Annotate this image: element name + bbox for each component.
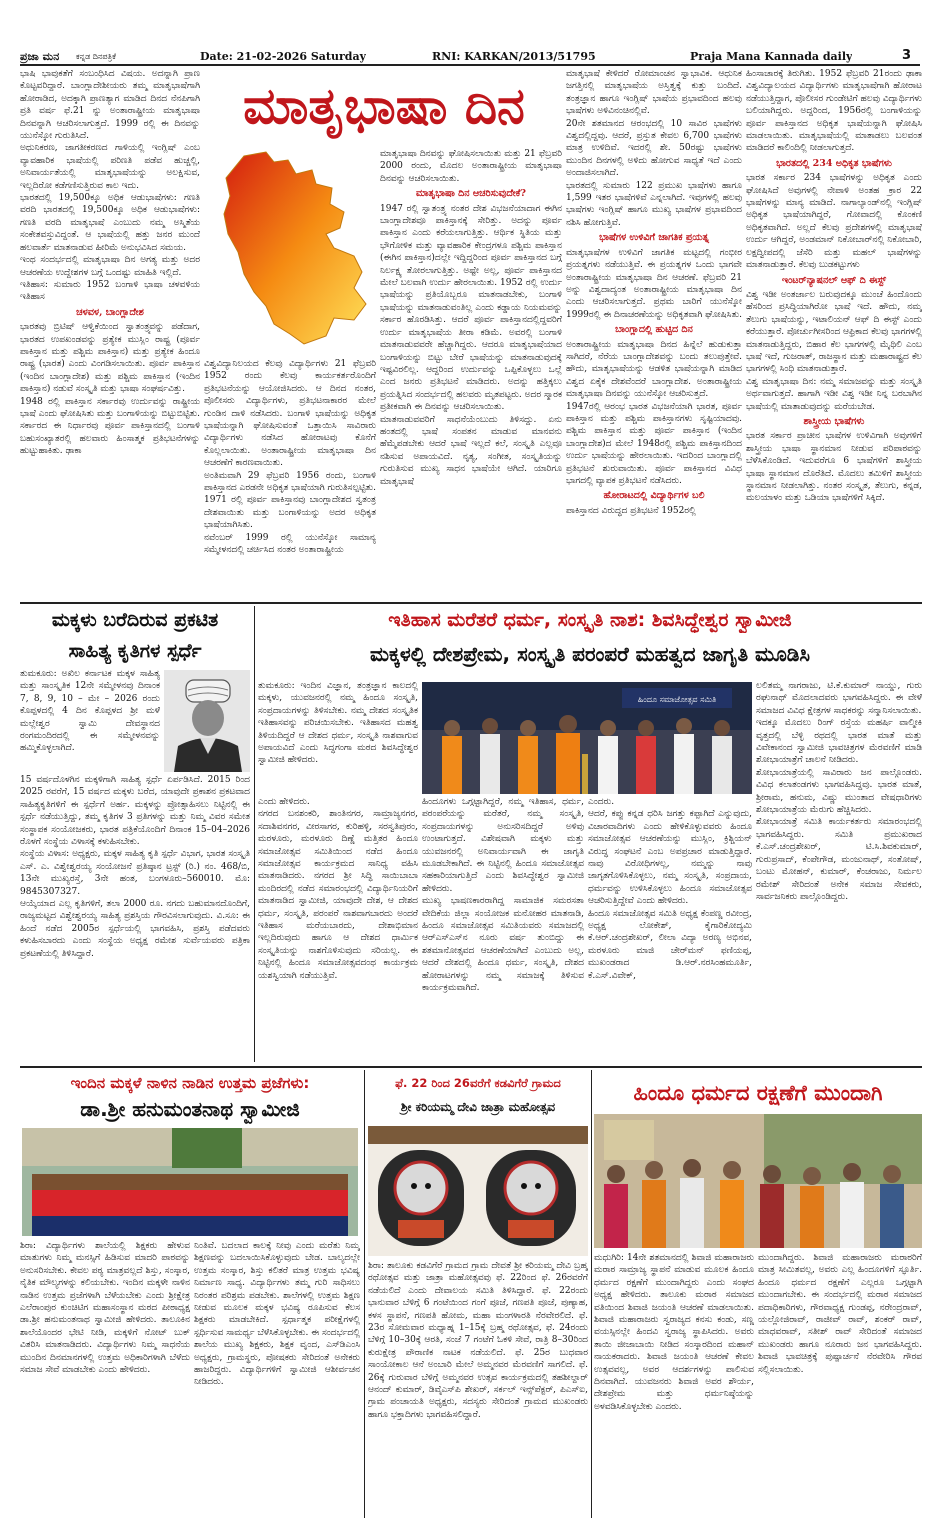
deity-canopy	[368, 1126, 588, 1144]
article3-col2-text: ಹಿಂದೂಗಳು ಒಗ್ಗಟ್ಟಾಗಿದ್ದರೆ, ನಮ್ಮ ಇತಿಹಾಸ, ಧರ್ಮ, ಪರಂಪರೆಯನ್ನು ಮರೆತರೆ, ನಮ್ಮ ಸಂಸ್ಕೃತಿ, ಸಂಪ್ರದಾಯಗಳನ್ನು ಅನುಸರಿಸದಿದ್ದರೆ ಅಳಿವು ಉಂಟಾಗುತ್ತದೆ. ವಿಶೇಷವಾಗಿ ಮಕ್ಕಳು ಮತ್ತು ಯುವಜನರಲ್ಲಿ ಅನಿವಾರ್ಯವಾಗಿ ಈ ಜಾಗೃತಿ ಮೂಡಬೇಕಾಗಿದೆ. ಈ ನಿಟ್ಟಿನಲ್ಲಿ ಹಿಂದೂ ಸಮಾಜೋತ್ಸವ ಸಹಕಾರಿಯಾಗುತ್ತಿದೆ ಎಂದು ಶಿವಸಿದ್ಧೇಶ್ವರ ಸ್ವಾಮೀಜಿ ಹೇಳಿದರು. ಮುಖ್ಯ ಭಾಷಣಕಾರರಾಗಿದ್ದ ಸಾಮಾಜಿಕ ಸಮರಸತಾ ವೇದಿಕೆಯ ಜಿಲ್ಲಾ ಸಂಯೋಜಕ ಮನೋಹರ ಮಾತನಾಡಿ, ಹಿಂದೂ ಸಮಾಜೋತ್ಸವ ಸಮಿತಿಯವರು ಸಮಾಜದಲ್ಲಿ ಆರ್‌ಎಸ್‌ಎಸ್‌ನ ನೂರು ವರ್ಷ ತುಂಬಿದ್ದು ಈ ಶತಮಾನೋತ್ಸವದ ಆಚರಣೆಯಾಗಿದೆ ಎಂಬುದು ಅಲ್ಲ, ಆದರೆ ದೇಶದಲ್ಲಿ ಹಿಂದೂ ಧರ್ಮ, ಸಂಸ್ಕೃತಿ, ದೇಶದ ಹೋರಾಟಗಳನ್ನು ನಮ್ಮ ಸಮಾಜಕ್ಕೆ ತಿಳಿಸುವ ಕಾರ್ಯಕ್ರಮವಾಗಿದೆ.	[422, 797, 584, 994]
article5-body	[368, 1260, 588, 1518]
article1-col4d-text: ಪಾಕಿಸ್ತಾನದ ವಿರುದ್ಧದ ಪ್ರತಿಭಟನೆ 1952ರಲ್ಲಿ	[566, 505, 696, 516]
article1-subhead-intl: ಇಂಟರ್‌ನ್ಯಾಷನಲ್ ಆಫ್ ದಿ ಈಸ್ಟ್	[781, 274, 887, 286]
article3-title-line2: ಮಕ್ಕಳಲ್ಲಿ ದೇಶಪ್ರೇಮ, ಸಂಸ್ಕೃತಿ ಪರಂಪರೆ ಮಹತ್ವದ ಜಾಗೃತಿ ಮೂಡಿಸಿ	[369, 642, 811, 666]
article3-col1	[258, 680, 418, 792]
paper-name: Praja Mana Kannada daily	[690, 50, 853, 63]
article2-title-line1: ಮಕ್ಕಳು ಬರೆದಿರುವ ಪ್ರಕಟಿತ	[51, 609, 219, 631]
shivaji-jayanti-photo	[594, 1114, 922, 1248]
article1-col3	[380, 148, 562, 598]
wall-hanging	[604, 1120, 654, 1160]
article3-col4	[756, 680, 922, 1062]
article3-col2	[422, 796, 584, 1062]
article1-col1b-text: ಭಾರತವು ಬ್ರಿಟಿಷ್ ಆಳ್ವಿಕೆಯಿಂದ ಸ್ವಾತಂತ್ರ್ಯವನ್ನು ಪಡೆದಾಗ, ಭಾರತದ ಉಪಖಂಡವನ್ನು ಪ್ರತ್ಯೇಕ ಮುಸ್ಲಿಂ ರಾಷ್ಟ್ರ (ಪೂರ್ವ ಪಾಕಿಸ್ತಾನ ಮತ್ತು ಪಶ್ಚಿಮ ಪಾಕಿಸ್ತಾನ) ಮತ್ತು ಪ್ರತ್ಯೇಕ ಹಿಂದೂ ರಾಷ್ಟ್ರ (ಭಾರತ) ಎಂದು ವಿಂಗಡಿಸಲಾಯಿತು. ಪೂರ್ವ ಪಾಕಿಸ್ತಾನ (ಇಂದಿನ ಬಾಂಗ್ಲಾದೇಶ) ಮತ್ತು ಪಶ್ಚಿಮ ಪಾಕಿಸ್ತಾನ (ಇಂದಿನ ಪಾಕಿಸ್ತಾನ) ನಡುವೆ ಸಂಸ್ಕೃತಿ ಮತ್ತು ಭಾಷಾ ಸಂಘರ್ಷವಿತ್ತು. 1948 ರಲ್ಲಿ ಪಾಕಿಸ್ತಾನ ಸರ್ಕಾರವು ಉರ್ದುವನ್ನು ರಾಷ್ಟ್ರೀಯ ಭಾಷೆ ಎಂದು ಘೋಷಿಸಿತು ಮತ್ತು ಬಂಗಾಳಿಯನ್ನು ಬಿಟ್ಟುಬಿಟ್ಟಿತು. ಸರ್ಕಾರದ ಈ ನಿರ್ಧಾರವು ಪೂರ್ವ ಪಾಕಿಸ್ತಾನದಲ್ಲಿ ಬಂಗಾಳಿ ಬಹುಸಂಖ್ಯಾತರಲ್ಲಿ ಹಲವಾರು ಹಿಂಸಾತ್ಮಕ ಪ್ರತಿಭಟನೆಗಳನ್ನು ಹುಟ್ಟುಹಾಕಿತು. ಢಾಕಾ	[20, 322, 200, 457]
article6-col2-text: ಮುಂದಾಗಿದ್ದರು. ಶಿವಾಜಿ ಮಹಾರಾಜರು ಮರಾಠರಿಗೆ ಮಾತ್ರ ಸೀಮಿತವಲ್ಲ, ಅವರು ಎಲ್ಲ ಹಿಂದೂಗಳಿಗೆ ಸ್ಫೂರ್ತಿ. ಹಿಂದೂ ಧರ್ಮದ ರಕ್ಷಣೆಗೆ ಎಲ್ಲರೂ ಒಗ್ಗಟ್ಟಾಗಿ ಮುಂದಾಗಬೇಕು. ಈ ಸಂದರ್ಭದಲ್ಲಿ ಮರಾಠ ಸಮಾಜದ ಪದಾಧಿಕಾರಿಗಳು, ಗೌರವಾಧ್ಯಕ್ಷ ಗುಂಡಪ್ಪ, ನರೇಂದ್ರರಾವ್, ಯಲ್ಲೋಜಿರಾವ್, ರಾಜೀವ್ ರಾವ್, ಶಂಕರ್ ರಾವ್, ಮಾಧವರಾವ್, ಸತೀಶ್ ರಾವ್ ಸೇರಿದಂತೆ ಸಮಾಜದ ಮುಖಂಡರು ಹಾಗೂ ನೂರಾರು ಜನ ಭಾಗವಹಿಸಿದ್ದರು. ಶಿವಾಜಿ ಭಾವಚಿತ್ರಕ್ಕೆ ಪುಷ್ಪಾರ್ಚನೆ ನೆರವೇರಿಸಿ ಗೌರವ ಸಲ್ಲಿಸಲಾಯಿತು.	[758, 1253, 922, 1375]
article1-title: ಮಾತೃಭಾಷಾ ದಿನ	[243, 77, 525, 135]
rni-number: RNI: KARKAN/2013/51795	[432, 50, 596, 63]
article6-col1-text: ಮಧುಗಿರಿ: 14ನೇ ಶತಮಾನದಲ್ಲಿ ಶಿವಾಜಿ ಮಹಾರಾಜರು ಮರಾಠ ಸಾಮ್ರಾಜ್ಯ ಸ್ಥಾಪನೆ ಮಾಡುವ ಮೂಲಕ ಹಿಂದೂ ಧರ್ಮದ ರಕ್ಷಣೆಗೆ ಮುಂದಾಗಿದ್ದರು ಎಂದು ಸಂಘದ ಅಧ್ಯಕ್ಷ ಹೇಳಿದರು. ತಾಲೂಕು ಮರಾಠ ಸಮಾಜದ ವತಿಯಿಂದ ಶಿವಾಜಿ ಜಯಂತಿ ಆಚರಣೆ ಮಾಡಲಾಯಿತು. ಶಿವಾಜಿ ಮಹಾರಾಜರು ಸ್ವರಾಜ್ಯದ ಕನಸು ಕಂಡು, ಸಣ್ಣ ವಯಸ್ಸಿನಲ್ಲೇ ಹಿಂದವಿ ಸ್ವರಾಜ್ಯ ಸ್ಥಾಪಿಸಿದರು. ಅವರು ತಾಯಿ ಜೀಜಾಬಾಯಿ ನೀಡಿದ ಸಂಸ್ಕಾರದಿಂದ ಮಹಾನ್ ನಾಯಕರಾದರು. ಶಿವಾಜಿ ಜಯಂತಿ ಆಚರಣೆ ಕೇವಲ ಉತ್ಸವವಲ್ಲ, ಅವರ ಆದರ್ಶಗಳನ್ನು ಪಾಲಿಸುವ ದಿನವಾಗಿದೆ. ಯುವಜನರು ಶಿವಾಜಿ ಅವರ ಶೌರ್ಯ, ದೇಶಪ್ರೇಮ ಮತ್ತು ಧರ್ಮನಿಷ್ಠೆಯನ್ನು ಅಳವಡಿಸಿಕೊಳ್ಳಬೇಕು ಎಂದರು.	[594, 1253, 754, 1412]
article1-col3b-text: 1947 ರಲ್ಲಿ ಸ್ವಾತಂತ್ರ್ಯ ನಂತರ ದೇಶ ವಿಭಜನೆಯಾದಾಗ ಈಗಿನ ಬಾಂಗ್ಲಾದೇಶವೂ ಪಾಕಿಸ್ತಾನಕ್ಕೆ ಸೇರಿತ್ತು. ಅದನ್ನು ಪೂರ್ವ ಪಾಕಿಸ್ತಾನ ಎಂದು ಕರೆಯಲಾಗುತ್ತಿತ್ತು. ಆರ್ಥಿಕ ಸ್ಥಿತಿಯ ಮತ್ತು ಭೌಗೋಳಿಕ ಮತ್ತು ವ್ಯಾವಹಾರಿಕ ಕೇಂದ್ರಗಳೂ ಪಶ್ಚಿಮ ಪಾಕಿಸ್ತಾನ (ಈಗಿನ ಪಾಕಿಸ್ತಾನ)ದಲ್ಲೇ ಇದ್ದಿದ್ದರಿಂದ ಪೂರ್ವ ಪಾಕಿಸ್ತಾನದ ಬಗ್ಗೆ ನಿರ್ಲಕ್ಷ್ಯ ತೋರಲಾಗುತ್ತಿತ್ತು. ಅಷ್ಟೇ ಅಲ್ಲ, ಪೂರ್ವ ಪಾಕಿಸ್ತಾನದ ಮೇಲೆ ಬಲವಾಗಿ ಉರ್ದು ಹೇರಲಾಯಿತು. 1952 ರಲ್ಲಿ ಉರ್ದು ಭಾಷೆಯನ್ನು ಪ್ರತಿಯೊಬ್ಬರೂ ಮಾತನಾಡಬೇಕು, ಬಂಗಾಳಿ ಭಾಷೆಯನ್ನು ಮಾತನಾಡುವಂತಿಲ್ಲ ಎಂದು ಕಡ್ಡಾಯ ನಿಯಮವನ್ನು ಸರ್ಕಾರ ಹೊರಡಿಸಿತ್ತು. ಆದರೆ ಪೂರ್ವ ಪಾಕಿಸ್ತಾನದಲ್ಲಿದ್ದವರಿಗೆ ಉರ್ದು ಮಾತೃಭಾಷೆಯ ತೀರಾ ಕಡಿಮೆ. ಅವರಲ್ಲಿ ಬಂಗಾಳಿ ಮಾತನಾಡುವವರೇ ಹೆಚ್ಚಾಗಿದ್ದರು. ಆದರೂ ಮಾತೃಭಾಷೆಯಾದ ಬಂಗಾಳಿಯನ್ನು ಬಿಟ್ಟು ಬೇರೆ ಭಾಷೆಯನ್ನು ಮಾತನಾಡುವುದಕ್ಕೆ ಇಷ್ಟವಿರಲಿಲ್ಲ. ಆದ್ದರಿಂದ ಉರ್ದುವನ್ನು ಒಪ್ಪಿಕೊಳ್ಳಲು ಒಲ್ಲೆ ಎಂದ ಜನರು ಪ್ರತಿಭಟನೆ ಮಾಡಿದರು. ಅದನ್ನು ಹತ್ತಿಕ್ಕಲು ಪ್ರಯತ್ನಿಸಿದ ಸಂದರ್ಭದಲ್ಲಿ ಹಲವರು ಮೃತಪಟ್ಟರು. ಅದರ ಸ್ಮಾರಕ ಪ್ರತೀಕವಾಗಿ ಈ ದಿನವನ್ನು ಆಚರಿಸಲಾಯಿತು. ಮಾತನಾಡುವವರಿಗೆ ಸಾಧನೆಯೆಂಬುದು ತಿಳಿಸದ್ದು. ಏನು ಹಂತದಲ್ಲಿ ಭಾಷೆ ಸಂಪತನ ಮಾಡುವ ಮಾನವನು ಹೆಮ್ಮೆಪಡಬೇಕು ಆದರೆ ಭಾಷೆ ಇಲ್ಲದೆ ಕಲೆ, ಸಂಸ್ಕೃತಿ ಎಲ್ಲವೂ ನಶಿಸುವ ಅಪಾಯವಿದೆ. ನೃತ್ಯ, ಸಂಗೀತ, ಸಂಸ್ಕೃತಿಯನ್ನು ಗುರುತಿಸುವ ಮುಖ್ಯ ಸಾಧನ ಭಾಷೆಯೇ ಆಗಿದೆ. ಯಾರಿಗೂ ಮಾತೃಭಾಷೆ	[380, 203, 562, 487]
deity-photo	[368, 1126, 588, 1256]
article1-map-caption	[204, 358, 376, 598]
article3-col4-text: ಲಲಿತಮ್ಮ ನಾಗರಾಜು, ಟಿ.ಕೆ.ಕುಮಾರ್ ನಾಯ್ಡು, ಗುರು ರಘುನಾಥ್ ಮೊದಲಾದವರು ಭಾಗವಹಿಸಿದ್ದರು. ಈ ವೇಳೆ ಸಮಾಜದ ವಿವಿಧ ಕ್ಷೇತ್ರಗಳ ಸಾಧಕರನ್ನು ಸನ್ಮಾನಿಸಲಾಯಿತು. ಇದಕ್ಕೂ ಮೊದಲು ರಿಂಗ್ ರಸ್ತೆಯ ಮಹರ್ಷಿ ವಾಲ್ಮೀಕಿ ವೃತ್ತದಲ್ಲಿ ಬೆಳ್ಳಿ ರಥದಲ್ಲಿ ಭಾರತ ಮಾತೆ ಮತ್ತು ವಿವೇಕಾನಂದ ಸ್ವಾಮೀಜಿ ಭಾವಚಿತ್ರಗಳ ಮೆರವಣಿಗೆ ಮಾಡಿ ಶೋಭಾಯಾತ್ರೆಗೆ ಚಾಲನೆ ನೀಡಿದರು. ಶೋಭಾಯಾತ್ರೆಯಲ್ಲಿ ಸಾವಿರಾರು ಜನ ಪಾಲ್ಗೊಂಡರು. ವಿವಿಧ ಕಲಾತಂಡಗಳು ಭಾಗವಹಿಸಿದ್ದವು. ಭಾರತ ಮಾತೆ, ಶ್ರೀರಾಮ, ಹನುಮ, ವಿಷ್ಣು ಮುಂತಾದ ವೇಷಧಾರಿಗಳು ಶೋಭಾಯಾತ್ರೆಯ ಮೆರುಗು ಹೆಚ್ಚಿಸಿದರು. ಶೋಭಾಯಾತ್ರೆ ಸಮಿತಿ ಕಾರ್ಯಕರ್ತರು ಸಮಾರಂಭದಲ್ಲಿ ಭಾಗವಹಿಸಿದ್ದರು. ಸಮಿತಿ ಪ್ರಮುಖರಾದ ಕೆ.ಎಸ್.ಚಂದ್ರಶೇಖರ್, ಟಿ.ಸಿ.ಶಿವಕುಮಾರ್, ಗುರುಪ್ರಸಾದ್, ಕೆಂಪೇಗೌಡ, ಮಂಜುನಾಥ್, ಸಂತೋಷ್, ಬಂಟು ಮೋಹನ್, ಕುಮಾರ್, ಕೆಂಚರಾಜು, ನಿರ್ಮಲ ರಮೇಶ್ ಸೇರಿದಂತೆ ಅನೇಕ ಸಮಾಜ ಸೇವಕರು, ಸಾರ್ವಜನಿಕರು ಪಾಲ್ಗೊಂಡಿದ್ದರು.	[756, 681, 922, 902]
vertical-divider-a5	[591, 1070, 592, 1518]
students-group	[32, 1174, 348, 1236]
article1-col3-text: ಮಾತೃಭಾಷಾ ದಿನವನ್ನು ಘೋಷಿಸಲಾಯಿತು ಮತ್ತು 21 ಫೆಬ್ರವರಿ 2000 ರಂದು, ಮೊದಲ ಅಂತಾರಾಷ್ಟ್ರೀಯ ಮಾತೃಭಾಷಾ ದಿನವನ್ನು ಆಚರಿಸಲಾಯಿತು.	[380, 149, 562, 184]
article1-subhead-chalavali: ಚಳವಳ, ಬಾಂಗ್ಲಾದೇಶ	[76, 306, 144, 318]
article1-subhead-save: ಭಾಷೆಗಳ ಉಳಿವಿಗೆ ಜಾಗತಿಕ ಪ್ರಯತ್ನ	[599, 232, 709, 244]
article3-title-line1: ಇತಿಹಾಸ ಮರೆತರೆ ಧರ್ಮ, ಸಂಸ್ಕೃತಿ ನಾಶ: ಶಿವಸಿದ್ಧೇಶ್ವರ ಸ್ವಾಮೀಜಿ	[388, 609, 792, 631]
deity-left	[378, 1150, 464, 1246]
vertical-divider-a2	[254, 606, 255, 1062]
portrait-turban	[186, 680, 230, 702]
article4-col2	[194, 1240, 360, 1518]
portrait-face	[192, 700, 224, 736]
article1-subhead-why: ಮಾತೃಭಾಷಾ ದಿನ ಆಚರಿಸುವುದೇಕೆ?	[416, 188, 526, 200]
logo: ಪ್ರಜಾ ಮನ	[20, 50, 60, 63]
article1-col4	[566, 68, 742, 598]
article1-col4b-text: ಮಾತೃಭಾಷೆಗಳ ಉಳಿವಿಗೆ ಜಾಗತಿಕ ಮಟ್ಟದಲ್ಲಿ ಗಂಭೀರ ಪ್ರಯತ್ನಗಳು ನಡೆಯುತ್ತಿವೆ. ಈ ಪ್ರಯತ್ನಗಳ ಒಂದು ಭಾಗವೇ ಅಂತಾರಾಷ್ಟ್ರೀಯ ಮಾತೃಭಾಷಾ ದಿನ ಆಚರಣೆ. ಫೆಬ್ರವರಿ 21 ಅನ್ನು ವಿಶ್ವದಾದ್ಯಂತ ಅಂತಾರಾಷ್ಟ್ರೀಯ ಮಾತೃಭಾಷಾ ದಿನ ಎಂದು ಆಚರಿಸಲಾಗುತ್ತದೆ. ಪ್ರಥಮ ಬಾರಿಗೆ ಯುನೆಸ್ಕೋ 1999ರಲ್ಲಿ ಈ ದಿನಾಚರಣೆಯನ್ನು ಅಧಿಕೃತವಾಗಿ ಘೋಷಿಸಿತು.	[566, 247, 742, 320]
issue-date: Date: 21-02-2026 Saturday	[200, 50, 366, 63]
tagline: ಕನ್ನಡ ದಿನಪತ್ರಿಕೆ	[76, 52, 117, 61]
article3-col1-text: ತುಮಕೂರು: ಇಂದಿನ ವಿಜ್ಞಾನ, ತಂತ್ರಜ್ಞಾನ ಕಾಲದಲ್ಲಿ ಮಕ್ಕಳು, ಯುವಜನರಲ್ಲಿ ನಮ್ಮ ಹಿಂದೂ ಸಂಸ್ಕೃತಿ, ಸಂಪ್ರದಾಯಗಳನ್ನು ತಿಳಿಸಬೇಕು. ನಮ್ಮ ದೇಶದ ಸಂಸ್ಕೃತಿಕ ಇತಿಹಾಸವನ್ನು ಪರಿಚಯಿಸಬೇಕು. ಇತಿಹಾಸದ ಮಹತ್ವ ತಿಳಿಯದಿದ್ದರೆ ಆ ದೇಶದ ಧರ್ಮ, ಸಂಸ್ಕೃತಿ ನಾಶವಾಗುವ ಅಪಾಯವಿದೆ ಎಂದು ಸಿದ್ಧಗಂಗಾ ಮಠದ ಶಿವಸಿದ್ಧೇಶ್ವರ ಸ್ವಾಮೀಜಿ ಹೇಳಿದರು.	[258, 681, 418, 766]
article4-col2-text: ನಿಂತಿವೆ. ಬದಲಾದ ಕಾಲಕ್ಕೆ ನೀವು ಎಂದು ಮರೆತು ನಿಮ್ಮ ಶಿಕ್ಷಣವನ್ನು ಬದಲಾಯಿಸಿಕೊಳ್ಳುವುದು ಬೇಡ. ಬಾಲ್ಯದಲ್ಲೇ ಉತ್ತಮ ಸಂಸ್ಕಾರ, ಶಿಸ್ತು ಕಲಿತರೆ ಮಾತ್ರ ಉತ್ತಮ ಭವಿಷ್ಯ ನಿರ್ಮಾಣ ಸಾಧ್ಯ. ವಿದ್ಯಾರ್ಥಿಗಳು ತಮ್ಮ ಗುರಿ ಸಾಧಿಸಲು ನಿರಂತರ ಪರಿಶ್ರಮ ಪಡಬೇಕು. ಶಾಲೆಗಳಲ್ಲಿ ಉತ್ತಮ ಶಿಕ್ಷಣ ನೀಡುವ ಮೂಲಕ ಮಕ್ಕಳ ಭವಿಷ್ಯ ರೂಪಿಸುವ ಕೆಲಸ ಶಿಕ್ಷಕರು ಮಾಡಬೇಕಿದೆ. ಸ್ಪರ್ಧಾತ್ಮಕ ಪರೀಕ್ಷೆಗಳಲ್ಲಿ ಸ್ಪರ್ಧಿಸುವ ಸಾಮರ್ಥ್ಯ ಬೆಳೆಸಿಕೊಳ್ಳಬೇಕು. ಈ ಸಂದರ್ಭದಲ್ಲಿ ಶಾಲೆಯ ಮುಖ್ಯ ಶಿಕ್ಷಕರು, ಶಿಕ್ಷಕ ವೃಂದ, ಎಸ್‌ಡಿಎಂಸಿ ಅಧ್ಯಕ್ಷರು, ಗ್ರಾಮಸ್ಥರು, ಪೋಷಕರು ಸೇರಿದಂತೆ ಅನೇಕರು ಹಾಜರಿದ್ದರು. ವಿದ್ಯಾರ್ಥಿಗಳಿಗೆ ಸ್ವಾಮೀಜಿ ಆಶೀರ್ವಚನ ನೀಡಿದರು.	[194, 1241, 360, 1388]
article1-subhead-234: ಭಾರತದಲ್ಲಿ 234 ಅಧಿಕೃತ ಭಾಷೆಗಳು	[776, 157, 892, 169]
article1-col4c-text: ಅಂತಾರಾಷ್ಟ್ರೀಯ ಮಾತೃಭಾಷಾ ದಿನದ ಹಿನ್ನೆಲೆ ಹುಡುಕುತ್ತಾ ಸಾಗಿದರೆ, ನೆರೆಯ ಬಾಂಗ್ಲಾದೇಶವನ್ನು ಬಂದು ತಲುಪುತ್ತೇವೆ. ಹೌದು, ಮಾತೃಭಾಷೆಯನ್ನು ಆಡಳಿತ ಭಾಷೆಯನ್ನಾಗಿ ಮಾಡಿದ ವಿಶ್ವದ ಏಕೈಕ ದೇಶವೆಂದರೆ ಬಾಂಗ್ಲಾದೇಶ. ಅಂತಾರಾಷ್ಟ್ರೀಯ ಮಾತೃಭಾಷಾ ದಿನವನ್ನು ಯುನೆಸ್ಕೋ ಆಚರಿಸುತ್ತದೆ. 1947ರಲ್ಲಿ ಆರಂಭ ಭಾರತ ವಿಭಜನೆಯಾಗಿ ಭಾರತ, ಪೂರ್ವ ಪಾಕಿಸ್ತಾನ ಮತ್ತು ಪಶ್ಚಿಮ ಪಾಕಿಸ್ತಾನಗಳು ಸೃಷ್ಟಿಯಾದವು. ಪಶ್ಚಿಮ ಪಾಕಿಸ್ತಾನ ಮತ್ತು ಪೂರ್ವ ಪಾಕಿಸ್ತಾನ (ಇಂದಿನ ಬಾಂಗ್ಲಾದೇಶ)ದ ಮೇಲೆ 1948ರಲ್ಲಿ ಪಶ್ಚಿಮ ಪಾಕಿಸ್ತಾನದಿಂದ ಉರ್ದು ಭಾಷೆಯನ್ನು ಹೇರಲಾಯಿತು. ಇದರಿಂದ ಬಾಂಗ್ಲಾದಲ್ಲಿ ಪ್ರತಿಭಟನೆ ಶುರುವಾಯಿತು. ಪೂರ್ವ ಪಾಕಿಸ್ತಾನದ ವಿವಿಧ ಭಾಗದಲ್ಲಿ ವ್ಯಾಪಕ ಪ್ರತಿಭಟನೆ ನಡೆಸಿದರು.	[566, 339, 742, 486]
article1-subhead-bangla: ಬಾಂಗ್ಲಾದಲ್ಲಿ ಹುಟ್ಟಿದ ದಿನ	[615, 324, 693, 336]
article1-col1-text: ಭಾಷಿ ಭಾವುಕತೆಗೆ ಸಂಬಂಧಿಸಿದ ವಿಷಯ. ಅದನ್ನಾಗಿ ಪ್ರಾಣ ಕೊಟ್ಟವರಿದ್ದಾರೆ. ಬಾಂಗ್ಲಾದೇಶೀಯರು ತಮ್ಮ ಮಾತೃಭಾಷೆಗಾಗಿ ಹೋರಾಡಿದ, ಅದಕ್ಕಾಗಿ ಪ್ರಾಣತ್ಯಾಗ ಮಾಡಿದ ದಿನದ ನೆನಪಿಗಾಗಿ ಪ್ರತಿ ವರ್ಷ ಫೆ.21 ನ್ನು ಅಂತಾರಾಷ್ಟ್ರೀಯ ಮಾತೃಭಾಷಾ ದಿನವನ್ನಾಗಿ ಆಚರಿಸಲಾಗುತ್ತದೆ. 1999 ರಲ್ಲಿ ಈ ದಿನವನ್ನು ಯುನೆಸ್ಕೋ ಗುರುತಿಸಿದೆ. ಅಧುನಿಕರಣ, ಜಾಗತೀಕರಣದ ಗಾಳಿಯಲ್ಲಿ ಇಂಗ್ಲಿಷ್ ಎಂಬ ವ್ಯಾವಹಾರಿಕ ಭಾಷೆಯಲ್ಲಿ ಪರಿಣತಿ ಪಡೆವ ಹುಚ್ಚಲ್ಲಿ, ಅನಿವಾರ್ಯತೆಯಲ್ಲಿ ಮಾತೃಭಾಷೆಯನ್ನು ಅಲಕ್ಷಿಸುವ, ಇಲ್ಲದಿರೋ ಕಡೆಗಣಿಸುತ್ತಿರುವ ಕಾಲ ಇದು. ಭಾರತದಲ್ಲಿ 19,500ಕ್ಕೂ ಅಧಿಕ ಆಡುಭಾಷೆಗಳು: ಗಣತಿ ವರದಿ ಭಾರತದಲ್ಲಿ 19,500ಕ್ಕೂ ಅಧಿಕ ಆಡುಭಾಷೆಗಳು: ಗಣತಿ ವರದಿ ಮಾತೃಭಾಷೆ ಎಂಬುದು ನಮ್ಮ ಅಸ್ಮಿತೆಯ ಸಂಕೇತವಸ್ತುವಿದ್ದಂತೆ. ಆ ಭಾಷೆಯಲ್ಲಿ ಹತ್ತು ಜನರ ಮುಂದೆ ಹಲವಾರ್ತೆ ಮಾತನಾಡುವ ಹೀರಿಮೆ ಅನುಭವಿಸಿದ ಸಮಯ. ಇಂಥ ಸಂದರ್ಭದಲ್ಲಿ ಮಾತೃಭಾಷಾ ದಿನ ಅಗತ್ಯ ಮತ್ತು ಅದರ ಆಚರಣೆಯ ಉದ್ದೇಶಗಳ ಬಗ್ಗೆ ಒಂದಷ್ಟು ಮಾಹಿತಿ ಇಲ್ಲಿದೆ. ಇತಿಹಾಸ: ಸುಮಾರು 1952 ಬಂಗಾಳಿ ಭಾಷಾ ಚಳವಳಿಯ ಇತಿಹಾಸ	[20, 69, 200, 303]
students-photo	[22, 1128, 358, 1236]
event-photo	[422, 682, 752, 794]
article2-side-text-p: ತುಮಕೂರು: ಅಖಿಲ ಕರ್ನಾಟಕ ಮಕ್ಕಳ ಸಾಹಿತ್ಯ ಮತ್ತು ಸಾಂಸ್ಕೃತಿಕ 12ನೇ ಸಮ್ಮೇಳನವು ದಿನಾಂಕ 7, 8, 9, 10 – ಮೇ – 2026 ರಂದು ಕೊಪ್ಪಳದಲ್ಲಿ 4 ದಿನ ಕೊಪ್ಪಳದ ಶ್ರೀ ಮಳೆ ಮಲ್ಲೇಶ್ವರ ಸ್ವಾಮಿ ದೇವಸ್ಥಾನದ ರಂಗಮಂದಿರದಲ್ಲಿ ಈ ಸಮ್ಮೇಳನವನ್ನು ಹಮ್ಮಿಕೊಳ್ಳಲಾಗಿದೆ.	[20, 669, 160, 754]
article1-col5c-text: ವಿಶ್ವ ಇಡೀ ಅಂತರ್ಜಾಲ ಬರುವುದಕ್ಕೂ ಮುಂಚೆ ಹಿಂದೊಂದು ಹೆಸರಿಂದ ಪ್ರಸಿದ್ಧಿಯಾಗಿರೋ ಭಾಷೆ ಇದೆ. ಹೌದು, ನಮ್ಮ ತೆಲುಗು ಭಾಷೆಯನ್ನು, ಇಟಾಲಿಯನ್ ಆಫ್ ದಿ ಈಸ್ಟ್ ಎಂದು ಕರೆಯುತ್ತಾರೆ. ಪೋರ್ಚುಗೀಸರಿಂದ ಆಫ್ರಿಕಾದ ಕೆಲವು ಭಾಗಗಳಲ್ಲಿ ಮಾತನಾಡುತ್ತಿದ್ದರು, ಬಿಹಾರ ಕೆಲ ಭಾಗಗಳಲ್ಲಿ ಮೈಥಿಲಿ ಎಂಬ ಭಾಷೆ ಇದೆ, ಗುಜರಾತ್, ರಾಜಸ್ಥಾನ ಮತ್ತು ಮಹಾರಾಷ್ಟ್ರದ ಕೆಲ ಭಾಗಗಳಲ್ಲಿ ಸಿಂಧಿ ಮಾತನಾಡುತ್ತಾರೆ. ವಿಶ್ವ ಮಾತೃಭಾಷಾ ದಿನ: ನಮ್ಮ ಸಮಾಜವನ್ನು ಮತ್ತು ಸಂಸ್ಕೃತಿ ಅರ್ಥವಾಗುತ್ತದೆ. ಹಾಗಾಗಿ ಇಡೀ ವಿಶ್ವ ಇಡೀ ನಿನ್ನ ಬರಬಾಗಿನ ಭಾಷೆಯಲ್ಲಿ ಮಾತಾಡುವುದನ್ನು ಮರೆಯಬೇಡ.	[746, 289, 922, 412]
article3-col1b-text: ನಗರದ ಬನಶಂಕರಿ, ಶಾಂತಿನಗರ, ಸಾಮ್ರಾಜ್ಯನಗರ, ಸದಾಶಿವನಗರ, ವೀರಸಾಗರ, ಕುರಿಹಳ್ಳಿ, ಸರಸ್ವತಿಪುರಂ, ಮರಳೂರು, ಮರಳೂರು ದಿಣ್ಣೆ ಮತ್ತಿತರ ಹಿಂದೂ ಸಮಾಜೋತ್ಸವ ಸಮಿತಿಯಿಂದ ನಡೆದ ಹಿಂದೂ ಸಮಾಜೋತ್ಸವ ಕಾರ್ಯಕ್ರಮದ ಸಾನಿಧ್ಯ ವಹಿಸಿ ಮಾತನಾಡಿದರು. ನಗರದ ಶ್ರೀ ಸಿದ್ಧಿ ಸಾಯಿಬಾಬಾ ಮಂದಿರದಲ್ಲಿ ನಡೆದ ಸಮಾರಂಭದಲ್ಲಿ ವಿದ್ಯಾರ್ಥಿನಿಯರಿಗೆ ಮಾತನಾಡಿದ ಸ್ವಾಮೀಜಿ, ಯಾವುದೇ ದೇಶ, ಆ ದೇಶದ ಧರ್ಮ, ಸಂಸ್ಕೃತಿ, ಪರಂಪರೆ ನಾಶವಾಗಬಾರದು ಅಂದರೆ ಇತಿಹಾಸ ಮರೆಯಬಾರದು, ದೇಶಾಭಿಮಾನ ಇಲ್ಲದಿರುವುದು ಹಾಗೂ ಆ ದೇಶದ ಧಾರ್ಮಿಕ ಸಂಸ್ಕೃತಿಯನ್ನು ನಾಶಗೊಳಿಸುವುದು ಸರಿಯಲ್ಲ. ಈ ನಿಟ್ಟಿನಲ್ಲಿ ಹಿಂದೂ ಸಮಾಜೋತ್ಸವದಂಥ ಕಾರ್ಯಕ್ರಮ ಯಶಸ್ವಿಯಾಗಿ ನಡೆಯುತ್ತಿವೆ.	[258, 809, 418, 981]
article5-title-line2: ಶ್ರೀ ಕರಿಯಮ್ಮ ದೇವಿ ಜಾತ್ರಾ ಮಹೋತ್ಸವ	[400, 1100, 556, 1114]
article1-col5d-text: ಭಾರತ ಸರ್ಕಾರ ಪ್ರಾಚೀನ ಭಾಷೆಗಳ ಉಳಿವಿಗಾಗಿ ಅವುಗಳಿಗೆ ಶಾಸ್ತ್ರೀಯ ಭಾಷಾ ಸ್ಥಾನಮಾನ ನೀಡುವ ಪರಿಪಾಠವನ್ನು ಬೆಳೆಸಿಕೊಂಡಿದೆ. ಇದುವರೆಗೂ 6 ಭಾಷೆಗಳಿಗೆ ಶಾಸ್ತ್ರೀಯ ಭಾಷಾ ಸ್ಥಾನಮಾನ ದೊರೆತಿದೆ. ಮೊದಲು ತಮಿಳಿಗೆ ಶಾಸ್ತ್ರೀಯ ಸ್ಥಾನಮಾನ ನೀಡಲಾಗಿತ್ತು. ನಂತರ ಸಂಸ್ಕೃತ, ತೆಲುಗು, ಕನ್ನಡ, ಮಲಯಾಳಂ ಮತ್ತು ಒಡಿಯಾ ಭಾಷೆಗಳಿಗೆ ಸಿಕ್ಕಿದೆ.	[746, 431, 922, 504]
event-lamp	[582, 754, 588, 794]
article4-col1-text: ಶಿರಾ: ವಿದ್ಯಾರ್ಥಿಗಳು ಶಾಲೆಯಲ್ಲಿ ಶಿಕ್ಷಕರು ಹೇಳುವ ಮಾತುಗಳು ನಿಮ್ಮ ಮನಸ್ಸಿಗೆ ಹಿಡಿಸುವ ಮಾದರಿ ಪಾಠವನ್ನು ಅನುಸರಿಸಬೇಕು. ಕೇವಲ ಪಠ್ಯ ಮಾತ್ರವಲ್ಲದೆ ಶಿಸ್ತು, ಸಂಸ್ಕಾರ, ನೈತಿಕ ಮೌಲ್ಯಗಳನ್ನು ಕಲಿಯಬೇಕು. ಇಂದಿನ ಮಕ್ಕಳೇ ನಾಳಿನ ನಾಡಿನ ಉತ್ತಮ ಪ್ರಜೆಗಳಾಗಿ ಬೆಳೆಯಬೇಕು ಎಂದು ಶ್ರೀಕ್ಷೇತ್ರ ಎಲೆರಾಂಪುರ ಕುಂಚಿಟಿಗ ಮಹಾಸಂಸ್ಥಾನ ಮಠದ ಪೀಠಾಧ್ಯಕ್ಷ ಡಾ.ಶ್ರೀ ಹನುಮಂತನಾಥ ಸ್ವಾಮೀಜಿ ಹೇಳಿದರು. ತಾಲೂಕಿನ ಶಾಲೆಯೊಂದರ ಭೇಟಿ ನೀಡಿ, ಮಕ್ಕಳಿಗೆ ನೋಟ್ ಬುಕ್ ವಿತರಿಸಿ ಮಾತನಾಡಿದರು. ವಿದ್ಯಾರ್ಥಿಗಳು ನಿಮ್ಮ ಸಾಧನೆಯ ಮುಂದಿನ ದಿನಮಾನಗಳಲ್ಲಿ ಉತ್ತಮ ಅಧಿಕಾರಿಗಳಾಗಿ ಬೆಳೆದು ಸಮಾಜ ಸೇವೆ ಮಾಡಬೇಕು ಎಂದು ಹೇಳಿದರು.	[20, 1241, 190, 1376]
article4-title-line2: ಡಾ.ಶ್ರೀ ಹನುಮಂತನಾಥ ಸ್ವಾಮೀಜಿ	[80, 1097, 300, 1121]
article3-col1-continued: ಎಂದು ಹೇಳಿದರು.	[258, 797, 310, 807]
masthead	[0, 0, 945, 66]
section-divider-2	[20, 1066, 922, 1068]
article2-body-text: 15 ವರ್ಷದೊಳಗಿನ ಮಕ್ಕಳಿಗಾಗಿ ಸಾಹಿತ್ಯ ಸ್ಪರ್ಧೆ ಏರ್ಪಡಿಸಿದೆ. 2015 ರಿಂದ 2025 ರವರೆಗೆ, 15 ವರ್ಷದ ಮಕ್ಕಳು ಬರೆದ, ಯಾವುದೇ ಪ್ರಕಾಶನ ಪ್ರಕಟವಾದ ಸಾಹಿತ್ಯಕೃತಿಗಳಿಗೆ ಈ ಸ್ಪರ್ಧೆಗೆ ಅರ್ಹ. ಮಕ್ಕಳನ್ನು ಪ್ರೋತ್ಸಾಹಿಸಲು ನಿಟ್ಟಿನಲ್ಲಿ ಈ ಸ್ಪರ್ಧೆ ನಡೆಯುತ್ತಿದ್ದು, ತಮ್ಮ ಕೃತಿಗಳ 3 ಪ್ರತಿಗಳನ್ನು ಮತ್ತು ನಿಮ್ಮ ವಿವರ ಸಮೇತ ಸಂಸ್ಥಾಪಕ ಸಂಯೋಜಕರು, ಭಾರತ ಪತ್ರಿಕೆಯೊಂದಿಗೆ ದಿನಾಂಕ 15–04–2026 ರೊಳಗೆ ಸಂಸ್ಥೆಯ ವಿಳಾಸಕ್ಕೆ ಕಳುಹಿಸಬೇಕು. ಸಂಸ್ಥೆಯ ವಿಳಾಸ: ಅಧ್ಯಕ್ಷರು, ಮಕ್ಕಳ ಸಾಹಿತ್ಯ ಕೃತಿ ಸ್ಪರ್ಧೆ ವಿಭಾಗ, ಭಾರತ ಸಂಸ್ಕೃತಿ ಎಸ್. ಎ. ವಿಶ್ವೇಶ್ವರಯ್ಯ ಸಂಯೋಜನೆ ಪ್ರತಿಷ್ಠಾನ ಟ್ರಸ್ಟ್ (ರಿ.) ನಂ. 468/ಬಿ, 13ನೇ ಮುಖ್ಯರಸ್ತೆ, 3ನೇ ಹಂತ, ಬಂಗಳೂರು–560010. ಮೊ: 9845307327. ಆಯ್ಕೆಯಾದ ಎಲ್ಲ ಕೃತಿಗಳಿಗೆ, ತಲಾ 2000 ರೂ. ನಗದು ಬಹುಮಾನದೊಂದಿಗೆ, ರಾಜ್ಯಮಟ್ಟದ ವಿಶ್ವೇಶ್ವರಯ್ಯ ಸಾಹಿತ್ಯ ಪ್ರಶಸ್ತಿಯ ಗೌರವಿಸಲಾಗುವುದು. ವಿ.ಸೂ: ಈ ಹಿಂದೆ ನಡೆದ 2005ರ ಸ್ಪರ್ಧೆಯಲ್ಲಿ ಭಾಗವಹಿಸಿ, ಪ್ರಶಸ್ತಿ ಪಡೆದವರು ಕಳುಹಿಸಬಾರದು ಎಂದು ಸಂಸ್ಥೆಯ ಅಧ್ಯಕ್ಷ ರಮೇಶ ಸುರ್ವೆಯವರು ಪತ್ರಿಕಾ ಪ್ರಕಟಣೆಯಲ್ಲಿ ತಿಳಿಸಿದ್ದಾರೆ.	[20, 775, 250, 959]
article1-col1	[20, 68, 200, 598]
section-divider-1	[20, 602, 922, 604]
visvesvaraya-portrait	[164, 670, 250, 772]
karnataka-map	[204, 148, 376, 356]
article5-body-text: ಶಿರಾ: ತಾಲೂಕು ಕಡವಿಗೆರೆ ಗ್ರಾಮದ ಗ್ರಾಮ ದೇವತೆ ಶ್ರೀ ಕರಿಯಮ್ಮ ದೇವಿ ಬ್ರಹ್ಮ ರಥೋತ್ಸವ ಮತ್ತು ಜಾತ್ರಾ ಮಹೋತ್ಸವವು ಫೆ. 22ರಿಂದ ಫೆ. 26ರವರೆಗೆ ನಡೆಯಲಿದೆ ಎಂದು ದೇವಾಲಯ ಸಮಿತಿ ತಿಳಿಸಿದ್ದಾರೆ. ಫೆ. 22ರಂದು ಭಾನುವಾರ ಬೆಳಿಗ್ಗೆ 6 ಗಂಟೆಯಿಂದ ಗಂಗೆ ಪೂಜೆ, ಗಣಪತಿ ಪೂಜೆ, ಪುಣ್ಯಾಹ, ಕಳಸ ಸ್ಥಾಪನೆ, ಗಣಪತಿ ಹೋಮ, ಮಹಾ ಮಂಗಳಾರತಿ ನೆರವೇರಲಿದೆ. ಫೆ. 23ರ ಸೋಮವಾರ ಮಧ್ಯಾಹ್ನ 1–15ಕ್ಕೆ ಬ್ರಹ್ಮ ರಥೋತ್ಸವ, ಫೆ. 24ರಂದು ಬೆಳಿಗ್ಗೆ 10–30ಕ್ಕೆ ಆರತಿ, ಸಂಜೆ 7 ಗಂಟೆಗೆ ಓಕಳಿ ಸೇವೆ, ರಾತ್ರಿ 8–30ರಿಂದ ಕುರುಕ್ಷೇತ್ರ ಪೌರಾಣಿಕ ನಾಟಕ ನಡೆಯಲಿದೆ. ಫೆ. 25ರ ಬುಧವಾರ ಸಾಂಯೋಕಾಲ ಆನೆ ಅಂಬಾರಿ ಮೇಲೆ ಅಮ್ಮನವರ ಮೆರವಣಿಗೆ ಸಾಗಲಿದೆ. ಫೆ. 26ಕ್ಕೆ ಗುರುವಾರ ಬೆಳಿಗ್ಗೆ ಅಮ್ಮನವರ ಉತ್ಸವ ಕಾರ್ಯಕ್ರಮದಲ್ಲಿ ತಹಶೀಲ್ದಾರ್ ಆನಂದ್ ಕುಮಾರ್, ಡಿವೈಎಸ್‌ಪಿ ಶೇಖರ್, ಸರ್ಕಲ್ ಇನ್ಸ್‌ಪೆಕ್ಟರ್, ಪಿಎಸ್‌ಐ, ಗ್ರಾಮ ಪಂಚಾಯತಿ ಅಧ್ಯಕ್ಷರು, ಸದಸ್ಯರು ಸೇರಿದಂತೆ ಗ್ರಾಮದ ಮುಖಂಡರು ಹಾಗೂ ಭಕ್ತಾದಿಗಳು ಭಾಗವಹಿಸಲಿದ್ದಾರೆ.	[368, 1261, 588, 1420]
article1-col5b-text: ಭಾರತ ಸರ್ಕಾರ 234 ಭಾಷೆಗಳನ್ನು ಅಧಿಕೃತ ಎಂದು ಘೋಷಿಸಿದೆ ಅವುಗಳಲ್ಲಿ ನೇಪಾಳಿ ಅಂತಹ ಕ್ರಾರ 22 ಭಾಷೆಗಳನ್ನು ಮಾನ್ಯ ಮಾಡಿದೆ. ನಾಗಾಲ್ಯಾಂಡ್‌ನಲ್ಲಿ ಇಂಗ್ಲಿಷ್ ಅಧಿಕೃತ ಭಾಷೆಯಾಗಿದ್ದರೆ, ಗೋವಾದಲ್ಲಿ ಕೊಂಕಣಿ ಅಧಿಕೃತವಾಗಿದೆ. ಅಲ್ಲದೆ ಕೆಲವು ಪ್ರದೇಶಗಳಲ್ಲಿ ಮಾತೃಭಾಷೆ ಉರ್ದು ಆಗಿದ್ದರೆ, ಅಂಡಮಾನ್ ನಿಕೋಬಾರ್‌ನಲ್ಲಿ ನಿಕೋಬಾರಿ, ಲಕ್ಷದ್ವೀಪದಲ್ಲಿ ಜೆಸೆರಿ ಮತ್ತು ಮಹಲ್ ಭಾಷೆಗಳನ್ನು ಮಾತನಾಡುತ್ತಾರೆ. ಕೆಲವು ಬುಡಕಟ್ಟುಗಳು	[746, 173, 922, 271]
article3-col3	[588, 796, 752, 1062]
article1-col4-text: ಮಾತೃಭಾಷೆ ಕೇಳಿದರೆ ರೋಮಾಂಚನ ಸ್ವಾಭಾವಿಕ. ಆಧುನಿಕ ಜಗತ್ತಿನಲ್ಲಿ ಮಾತೃಭಾಷೆಯ ಅಸ್ತಿತ್ವಕ್ಕೆ ಕುತ್ತು ಬಂದಿದೆ. ತಂತ್ರಜ್ಞಾನ ಹಾಗೂ ಇಂಗ್ಲಿಷ್ ಭಾಷೆಯ ಪ್ರಭಾವದಿಂದ ಹಲವು ಭಾಷೆಗಳು ಅಳಿವಿನಂಚಿನಲ್ಲಿವೆ. 20ನೇ ಶತಮಾನದ ಆರಂಭದಲ್ಲಿ 10 ಸಾವಿರ ಭಾಷೆಗಳು ವಿಶ್ವದಲ್ಲಿದ್ದವು. ಆದರೆ, ಪ್ರಸ್ತುತ ಕೇವಲ 6,700 ಭಾಷೆಗಳು ಮಾತ್ರ ಉಳಿದಿವೆ. ಇದರಲ್ಲಿ ಶೇ. 50ರಷ್ಟು ಭಾಷೆಗಳು ಮುಂದಿನ ದಿನಗಳಲ್ಲಿ ಅಳಿದು ಹೋಗುವ ಸಾಧ್ಯತೆ ಇದೆ ಎಂದು ಅಂದಾಜಿಸಲಾಗಿದೆ. ಭಾರತದಲ್ಲಿ ಸುಮಾರು 122 ಪ್ರಮುಖ ಭಾಷೆಗಳು ಹಾಗೂ 1,599 ಇತರ ಭಾಷೆಗಳಿವೆ ಎನ್ನಲಾಗಿದೆ. ಇವುಗಳಲ್ಲಿ ಹಲವು ಭಾಷೆಗಳು ಇಂಗ್ಲಿಷ್ ಹಾಗೂ ಮುಖ್ಯ ಭಾಷೆಗಳ ಪ್ರಭಾವದಿಂದ ನಶಿಸಿ ಹೋಗುತ್ತಿವೆ.	[566, 69, 742, 228]
article1-col5	[746, 68, 922, 598]
article6-title: ಹಿಂದೂ ಧರ್ಮದ ರಕ್ಷಣೆಗೆ ಮುಂದಾಗಿ	[633, 1081, 883, 1105]
article1-subhead-students: ಹೋರಾಟದಲ್ಲಿ ವಿದ್ಯಾರ್ಥಿಗಳ ಬಲಿ	[603, 490, 705, 502]
article6-col2	[758, 1252, 922, 1518]
article1-subhead-classical: ಶಾಸ್ತ್ರೀಯ ಭಾಷೆಗಳು	[803, 415, 865, 427]
article2-body	[20, 774, 250, 1062]
vertical-divider-a4	[364, 1070, 365, 1518]
school-tree	[172, 1128, 242, 1168]
deity-right	[486, 1150, 576, 1246]
article4-title-line1: ಇಂದಿನ ಮಕ್ಕಳೆ ನಾಳಿನ ನಾಡಿನ ಉತ್ತಮ ಪ್ರಜೆಗಳು:	[70, 1074, 310, 1092]
article2-title-line2: ಸಾಹಿತ್ಯ ಕೃತಿಗಳ ಸ್ಪರ್ಧೆ	[68, 640, 202, 662]
article1-col5-text: ಹಿಂಸಾಚಾರಕ್ಕೆ ತಿರುಗಿತು. 1952 ಫೆಬ್ರವರಿ 21ರಂದು ಢಾಕಾ ವಿಶ್ವವಿದ್ಯಾಲಯದ ವಿದ್ಯಾರ್ಥಿಗಳು ಮಾತೃಭಾಷೆಗಾಗಿ ಹೋರಾಟ ನಡೆಯುತ್ತಿದ್ದಾಗ, ಪೊಲೀಸರ ಗುಂಡೇಟಿಗೆ ಹಲವು ವಿದ್ಯಾರ್ಥಿಗಳು ಬಲಿಯಾಗಿದ್ದರು. ಅದ್ದರಿಂದ, 1956ರಲ್ಲಿ ಬಂಗಾಳಿಯನ್ನು ಪೂರ್ವ ಪಾಕಿಸ್ತಾನದ ಅಧಿಕೃತ ಭಾಷೆಯನ್ನಾಗಿ ಘೋಷಿಸಿ ಮಾಡಲಾಯಿತು. ಮಾತೃಭಾಷೆಯಲ್ಲಿ ಮಾತಾಡಲು ಬಲವಂತ ಮಾಡಿದರೆ ಕಾಲಿಂದಿಲ್ಲಿ ನೀಡಲಾಗುತ್ತದೆ.	[746, 69, 922, 154]
article1-map-caption-text: ವಿಶ್ವವಿದ್ಯಾನಿಲಯದ ಕೆಲವು ವಿದ್ಯಾರ್ಥಿಗಳು 21 ಫೆಬ್ರವರಿ 1952 ರಂದು ಕೆಲವು ಕಾರ್ಯಕರ್ತರೊಂದಿಗೆ ಪ್ರತಿಭಟನೆಯನ್ನು ಆಯೋಜಿಸಿದರು. ಆ ದಿನದ ನಂತರ, ಪೊಲೀಸರು ವಿದ್ಯಾರ್ಥಿಗಳು, ಪ್ರತಿಭಟನಾಕಾರರ ಮೇಲೆ ಗುಂಡಿನ ದಾಳಿ ನಡೆಸಿದರು. ಬಂಗಾಳಿ ಭಾಷೆಯನ್ನು ಅಧಿಕೃತ ಭಾಷೆಯನ್ನಾಗಿ ಘೋಷಿಸುವಂತೆ ಒತ್ತಾಯಿಸಿ ಸಾವಿರಾರು ವಿದ್ಯಾರ್ಥಿಗಳು ನಡೆಸಿದ ಹೋರಾಟವು ಕೊನೆಗೆ ಕೊಲ್ಲಲಾಯಿತು. ಅಂತಾರಾಷ್ಟ್ರೀಯ ಮಾತೃಭಾಷಾ ದಿನ ಆಚರಣೆಗೆ ಕಾರಣವಾಯಿತು. ಅಂತಿಮವಾಗಿ 29 ಫೆಬ್ರವರಿ 1956 ರಂದು, ಬಂಗಾಳಿ ಪಾಕಿಸ್ತಾನದ ಎರಡನೇ ಅಧಿಕೃತ ಭಾಷೆಯಾಗಿ ಗುರುತಿಸಲ್ಪಟ್ಟಿತು. 1971 ರಲ್ಲಿ ಪೂರ್ವ ಪಾಕಿಸ್ತಾನವು ಬಾಂಗ್ಲಾದೇಶದ ಸ್ವತಂತ್ರ ದೇಶವಾಯಿತು ಮತ್ತು ಬಂಗಾಳಿಯನ್ನು ಅದರ ಅಧಿಕೃತ ಭಾಷೆಯಾಗಿಸಿತು. ನವೆಂಬರ್ 1999 ರಲ್ಲಿ ಯುನೆಸ್ಕೋ ಸಾಮಾನ್ಯ ಸಮ್ಮೇಳನದಲ್ಲಿ ಚರ್ಚಿಸಿದ ನಂತರ ಅಂತಾರಾಷ್ಟ್ರೀಯ	[204, 359, 376, 556]
article3-col1b	[258, 796, 418, 1062]
article5-title-line1: ಫೆ. 22 ರಿಂದ 26ವರೆಗೆ ಕಡವಿಗೆರೆ ಗ್ರಾಮದ	[395, 1076, 561, 1090]
article2-side-text	[20, 668, 160, 772]
masthead-divider	[20, 64, 920, 66]
article4-col1	[20, 1240, 190, 1518]
article6-col1	[594, 1252, 754, 1518]
page-number: 3	[902, 48, 912, 63]
article3-col3-text: ಎಂದರು. ಆದರೆ, ಕಪ್ಪು ಕನ್ನಡ ಧರಿಸಿ ಜಗತ್ತು ಕಪ್ಪಾಗಿದೆ ಎನ್ನುವುದು, ವಿಚಾರವಾದಿಗಳು ಎಂದು ಹೇಳಿಕೊಳ್ಳುವವರು ಹಿಂದೂ ಸಮಾಜೋತ್ಸವ ಆಚರಣೆಯನ್ನು ಮುಸ್ಲಿಂ, ಕ್ರಿಶ್ಚಿಯನ್ ವಿರುದ್ಧ ಸಂಘಟನೆ ಎಂಬ ಅಪಪ್ರಚಾರ ಮಾಡುತ್ತಿದ್ದಾರೆ. ನಾವು ವಿರೋಧಿಗಳಲ್ಲ, ನಮ್ಮನ್ನು ನಾವು ಜಾಗೃತಗೊಳಿಸಿಕೊಳ್ಳಲು, ನಮ್ಮ ಸಂಸ್ಕೃತಿ, ಸಂಪ್ರದಾಯ, ಧರ್ಮವನ್ನು ಉಳಿಸಿಕೊಳ್ಳಲು ಹಿಂದೂ ಸಮಾಜೋತ್ಸವ ಆಚರಿಸುತ್ತಿದ್ದೇವೆ ಎಂದು ಹೇಳಿದರು. ಹಿಂದೂ ಸಮಾಜೋತ್ಸವ ಸಮಿತಿ ಅಧ್ಯಕ್ಷ ಕೆಂಪಣ್ಣ ರವೀಂದ್ರ, ಅಧ್ಯಕ್ಷ ಲೋಕೇಶ್, ಕೈಗಾರಿಕೋದ್ಯಮಿ ಕೆ.ಆರ್.ಚಂದ್ರಶೇಖರ್, ಲೀಲಾ ವಿದ್ಯಾ ಅರಣ್ಯ ಅಭಿನವ, ಮರಳೂರು ಮಾಜಿ ಚೇರ್‌ಮನ್ ಫಣಿಯಪ್ಪ, ಮುಖಂಡರಾದ ಡಿ.ಆರ್.ನರಸಿಂಹಮೂರ್ತಿ, ಕೆ.ಎಸ್.ವಿವೇಕ್,	[588, 797, 752, 981]
event-banner-text: ಹಿಂದೂ ಸಮಾಜೋತ್ಸವ ಸಮಿತಿ	[637, 695, 717, 704]
